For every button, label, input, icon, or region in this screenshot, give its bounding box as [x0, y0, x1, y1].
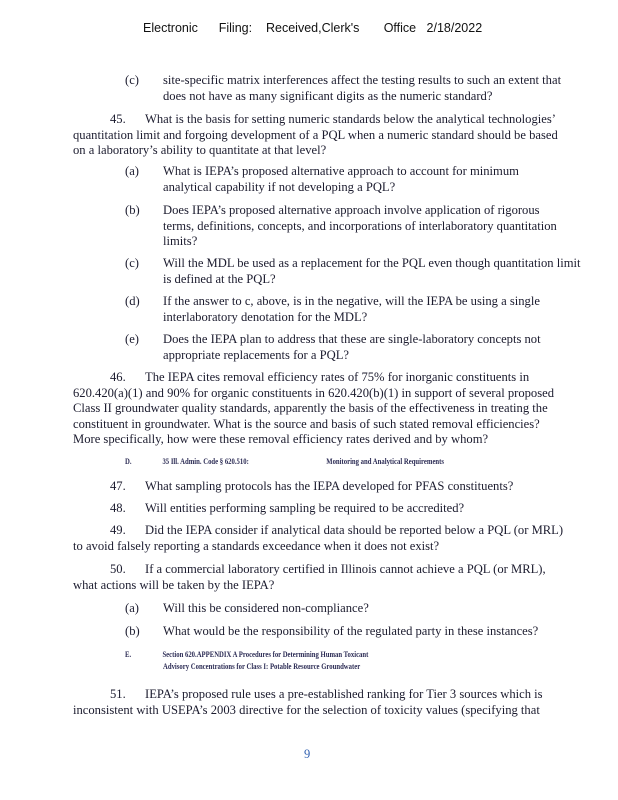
- text-line: on a laboratory’s ability to quantitate at that level?: [73, 143, 327, 157]
- subitem-label: (c): [125, 256, 139, 270]
- question-number: 45.: [110, 112, 126, 126]
- question-47: [110, 479, 600, 495]
- text-line: constituent in groundwater. What is the source and basis of such stated removal efficiencies?: [73, 416, 540, 431]
- question-number: 48.: [110, 501, 126, 515]
- text-line: IEPA’s proposed rule uses a pre-established ranking for Tier 3 sources which is: [145, 687, 543, 701]
- question-46: [73, 370, 603, 448]
- question-number: 49.: [110, 523, 126, 537]
- text-line: Does the IEPA plan to address that these are single-laboratory concepts not: [163, 332, 541, 346]
- header-office: Office: [383, 21, 417, 35]
- text-line: What sampling protocols has the IEPA developed for PFAS constituents?: [145, 479, 514, 493]
- header-received: Received,Clerk's: [265, 21, 360, 35]
- text-line: terms, definitions, concepts, and incorporations of interlaboratory quantitation: [163, 218, 557, 233]
- subitem-label: (a): [125, 601, 139, 615]
- text-line: What would be the responsibility of the regulated party in these instances?: [163, 624, 539, 638]
- text-line: What is the basis for setting numeric standards below the analytical technologies’: [145, 112, 556, 126]
- filing-header: [143, 21, 482, 35]
- text-line: Does IEPA’s proposed alternative approach involve application of rigorous: [163, 203, 540, 217]
- text-line: what actions will be taken by the IEPA?: [73, 577, 275, 592]
- section-label: E.: [125, 649, 132, 659]
- text-line: limits?: [163, 234, 198, 248]
- question-45: [73, 112, 603, 159]
- text-line: If the answer to c, above, is in the negative, will the IEPA be using a single: [163, 294, 540, 308]
- text-line: inconsistent with USEPA’s 2003 directive for the selection of toxicity values (specifying that: [73, 702, 540, 717]
- text-line: appropriate replacements for a PQL?: [163, 347, 350, 362]
- text-line: to avoid falsely reporting a standards exceedance when it does not exist?: [73, 538, 440, 553]
- text-line: What is IEPA’s proposed alternative approach to account for minimum: [163, 164, 519, 178]
- text-line: site-specific matrix interferences affect the testing results to such an extent that: [163, 73, 562, 87]
- subitem-label: (b): [125, 203, 140, 217]
- subitem-label: (d): [125, 294, 140, 308]
- header-filing: Filing:: [218, 21, 253, 35]
- subitem-label: (e): [125, 332, 139, 346]
- section-title: 35 Ill. Admin. Code § 620.510:: [162, 456, 249, 466]
- question-number: 47.: [110, 479, 126, 493]
- text-line: Will this be considered non-compliance?: [163, 601, 369, 615]
- text-line: Will entities performing sampling be required to be accredited?: [145, 501, 465, 515]
- subitem-label: (b): [125, 624, 140, 638]
- header-date: 2/18/2022: [426, 21, 483, 35]
- text-line: More specifically, how were these removal efficiency rates derived and by whom?: [73, 432, 489, 446]
- text-line: 620.420(a)(1) and 90% for organic constituents in 620.420(b)(1) in support of several proposed: [73, 385, 555, 400]
- section-e-heading-line2: [163, 660, 360, 672]
- section-title: Section 620.APPENDIX A Procedures for Determining Human Toxicant: [162, 649, 369, 659]
- text-line: does not have as many significant digits as the numeric standard?: [163, 88, 493, 103]
- question-number: 46.: [110, 370, 126, 384]
- section-e-heading: [125, 648, 368, 660]
- section-subtitle: Monitoring and Analytical Requirements: [326, 456, 444, 466]
- text-line: Will the MDL be used as a replacement for the PQL even though quantitation limit: [163, 256, 581, 270]
- text-line: analytical capability if not developing a PQL?: [163, 179, 396, 194]
- question-51: [73, 687, 608, 718]
- subitem-label: (c): [125, 73, 139, 87]
- text-line: Did the IEPA consider if analytical data should be reported below a PQL (or MRL): [145, 523, 564, 537]
- question-48: [110, 501, 600, 517]
- subitem-label: (a): [125, 164, 139, 178]
- page-number: 9: [304, 747, 311, 761]
- text-line: The IEPA cites removal efficiency rates of 75% for inorganic constituents in: [145, 370, 530, 384]
- header-electronic: Electronic: [143, 21, 198, 35]
- section-label: D.: [125, 456, 132, 466]
- text-line: interlaboratory denotation for the MDL?: [163, 309, 368, 324]
- question-number: 50.: [110, 562, 126, 576]
- text-line: If a commercial laboratory certified in Illinois cannot achieve a PQL (or MRL),: [145, 562, 546, 576]
- section-subtitle: Advisory Concentrations for Class I: Potable Resource Groundwater: [163, 661, 361, 671]
- text-line: Class II groundwater quality standards, apparently the basis of the effectiveness in treating the: [73, 401, 548, 415]
- text-line: is defined at the PQL?: [163, 271, 276, 286]
- question-49: [73, 523, 603, 554]
- text-line: quantitation limit and forgoing development of a PQL when a numeric standard should be based: [73, 127, 558, 142]
- question-number: 51.: [110, 687, 126, 701]
- question-50: [73, 562, 603, 593]
- section-d-heading: [125, 455, 444, 467]
